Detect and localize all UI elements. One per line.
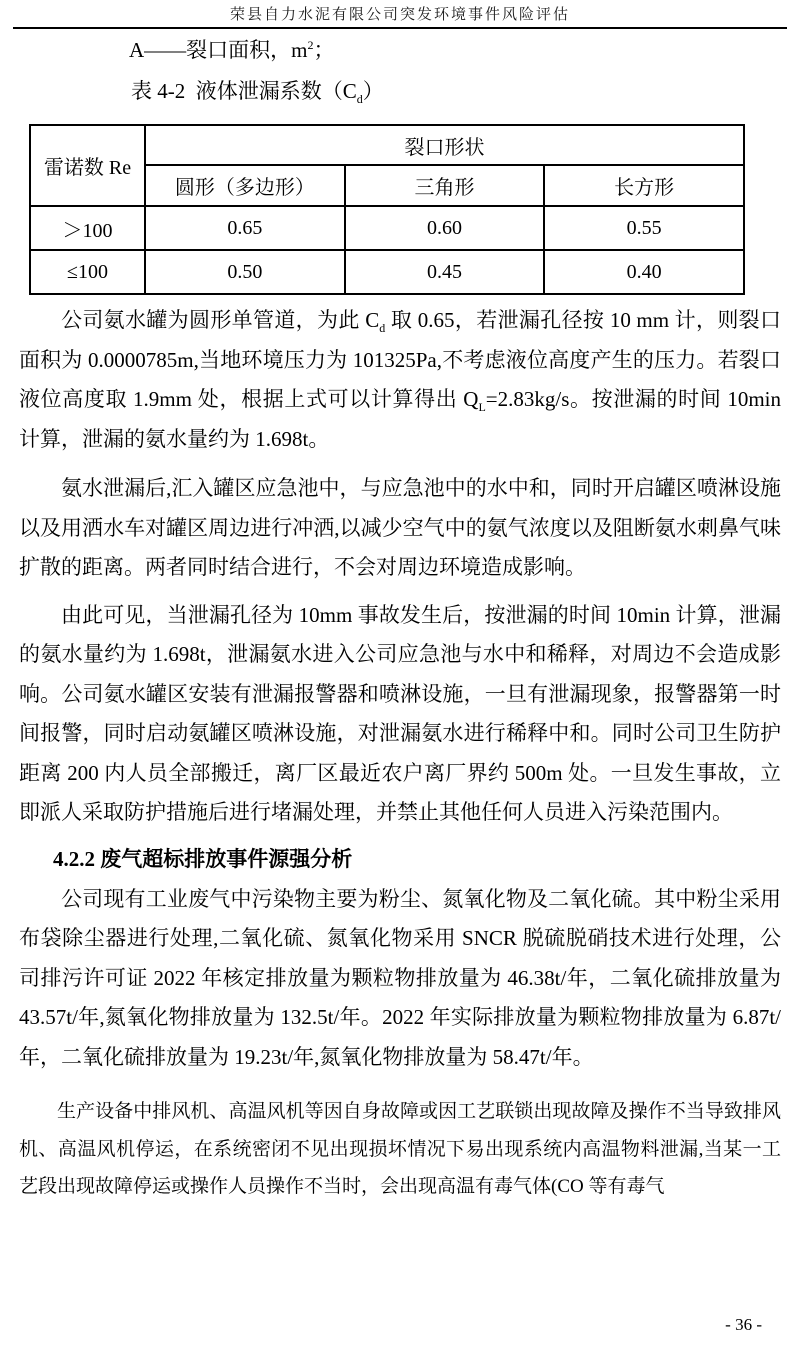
paragraph-text: 公司氨水罐为圆形单管道，为此 C [61,308,380,332]
page-header [13,0,787,29]
table-header-reynolds: 雷诺数 Re [30,125,145,206]
table-subheader-triangle: 三角形 [345,165,545,206]
paragraph-waste-gas-emissions: 公司现有工业废气中污染物主要为粉尘、氮氧化物及二氧化硫。其中粉尘采用布袋除尘器进行处理,二氧化硫、氮氧化物采用 SNCR 脱硫脱硝技术进行处理，公司排污许可证 2022 年核定排放量为颗粒物排放量为 46.38t/年，二氧化硫排放量为 43.57t/年,氮氧化物排放量为 132.5t/年。2022 年实际排放量为颗粒物排放量为 6.87t/年，二氧化硫排放量为 19.23t/年,氮氧化物排放量为 58.47t/年。 [19,886,781,1069]
table-caption-suffix: ） [362,79,384,103]
ql-subscript: L [478,400,486,415]
table-row [30,206,744,250]
paragraph-emergency-pool: 氨水泄漏后,汇入罐区应急池中，与应急池中的水中和，同时开启罐区喷淋设施以及用洒水车对罐区周边进行冲洒,以减少空气中的氨气浓度以及阻断氨水刺鼻气味扩散的距离。两者同时结合进行，不会对周边环境造成影响。 [19,476,781,579]
table-caption [131,78,781,107]
paragraph-text: =2.83kg/s。按泄漏的时间 10min 计算，泄漏的氨水量约为 1.698t。 [19,387,781,451]
cd-subscript: d [379,321,386,336]
formula-note-suffix: ； [313,38,335,62]
table-cell-value: 0.45 [345,250,545,294]
table-cell-value: 0.65 [145,206,345,250]
footer-page-number: - 36 - [725,1315,762,1334]
section-heading-4-2-2: 4.2.2 废气超标排放事件源强分析 [53,846,353,871]
table-subheader-circle: 圆形（多边形） [145,165,345,206]
paragraph-leak-calculation [19,301,781,459]
page-header-title: 荣县自力水泥有限公司突发环境事件风险评估 [229,7,570,23]
formula-note [129,37,781,63]
table-caption-text: 表 4-2 液体泄漏系数（C [131,79,357,103]
table-cell-value: 0.60 [345,206,545,250]
table-cell-value: 0.55 [544,206,744,250]
paragraph-equipment-failure: 生产设备中排风机、高温风机等因自身故障或因工艺联锁出现故障及操作不当导致排风机、高温风机停运，在系统密闭不见出现损坏情况下易出现系统内高温物料泄漏,当某一工艺段出现故障停运或操作人员操作不当时，会出现高温有毒气体(CO 等有毒气 [19,1101,781,1197]
paragraph-conclusion: 由此可见，当泄漏孔径为 10mm 事故发生后，按泄漏的时间 10min 计算，泄漏的氨水量约为 1.698t，泄漏氨水进入公司应急池与水中和稀释，对周边不会造成影响。公司氨水罐区安装有泄漏报警器和喷淋设施，一旦有泄漏现象，报警器第一时间报警，同时启动氨罐区喷淋设施，对泄漏氨水进行稀释中和。同时公司卫生防护距离 200 内人员全部搬迁，离厂区最近农户离厂界约 500m 处。一旦发生事故，立即派人采取防护措施后进行堵漏处理，并禁止其他任何人员进入污染范围内。 [19,602,781,824]
leak-coefficient-table [29,124,745,295]
table-cell-value: 0.50 [145,250,345,294]
table-cell-value: 0.40 [544,250,744,294]
table-caption-subscript: d [356,92,363,107]
table-header-crack-shape: 裂口形状 [145,125,744,165]
formula-note-text: A——裂口面积，m [129,38,308,62]
formula-superscript: 2 [307,38,314,52]
table-row [30,250,744,294]
table-cell-re-gt100: ＞100 [30,206,145,250]
paragraph-text: 取 0.65，若泄漏孔径按 10 mm 计，则裂口面积为 0.0000785m,当地环境压力为 101325Pa,不考虑液位高度产生的压力。若裂口液位高度取 1.9mm 处，根据上式可以计算得出 Q [19,308,781,411]
table-header-row [30,125,744,165]
page-content [0,37,800,1206]
table-cell-re-le100: ≤100 [30,250,145,294]
table-subheader-rectangle: 长方形 [544,165,744,206]
